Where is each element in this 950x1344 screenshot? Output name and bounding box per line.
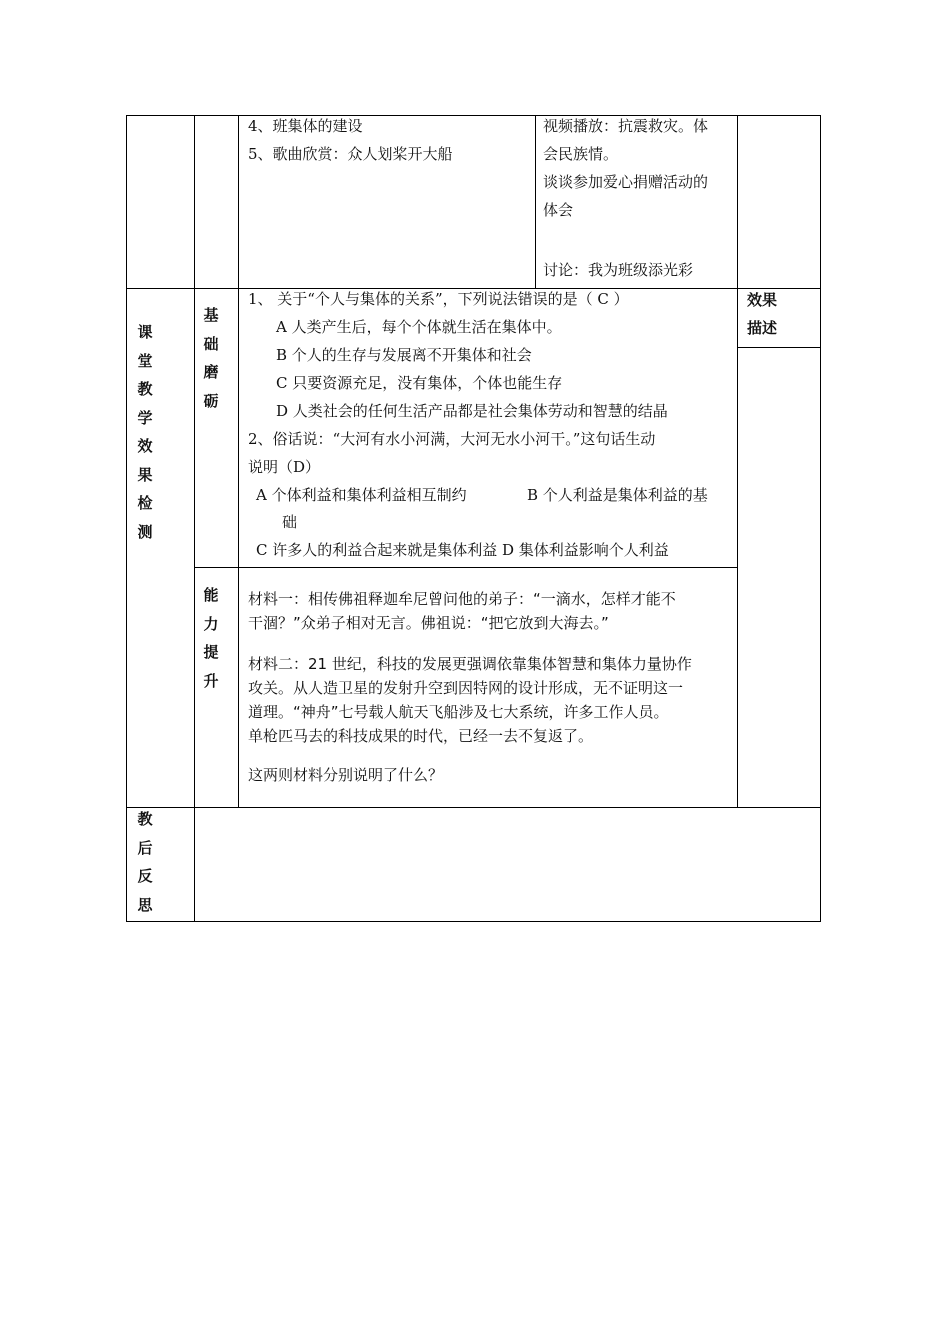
material-1-line: 干涸？”众弟子相对无言。佛祖说：“把它放到大海去。” [248, 614, 609, 632]
effect-label-line: 效果 [747, 291, 778, 309]
basic-label [196, 301, 226, 415]
method-line: 体会 [543, 201, 574, 219]
q1-option: D 人类社会的任何生活产品都是社会集体劳动和智慧的结晶 [276, 402, 668, 420]
grid-line [126, 115, 821, 116]
grid-line [126, 115, 127, 922]
label-char: 升 [203, 671, 219, 690]
q2-option-a: A 个体利益和集体利益相互制约 [256, 486, 467, 504]
label-char: 础 [203, 334, 219, 353]
label-char: 学 [137, 408, 153, 427]
q1-option: A 人类产生后，每个个体就生活在集体中。 [276, 318, 562, 336]
grid-line [194, 567, 738, 568]
material-1-line: 材料一：相传佛祖释迦牟尼曾问他的弟子：“一滴水，怎样才能不 [248, 590, 676, 608]
grid-line [238, 115, 239, 808]
label-char: 反 [137, 867, 153, 885]
question-1: 1、 关于“个人与集体的关系”，下列说法错误的是（ C ） [248, 290, 629, 308]
reflection-label [130, 805, 160, 919]
label-char: 课 [137, 323, 153, 341]
section-label [130, 318, 160, 546]
label-char: 果 [137, 465, 153, 484]
label-char: 能 [203, 586, 219, 604]
ability-question: 这两则材料分别说明了什么？ [248, 766, 444, 784]
label-char: 教 [137, 380, 153, 398]
grid-line [126, 807, 821, 808]
q1-option: C 只要资源充足，没有集体，个体也能生存 [276, 374, 563, 392]
q2-option-b: B 个人利益是集体利益的基 [527, 486, 708, 504]
method-line: 谈谈参加爱心捐赠活动的 [543, 173, 709, 191]
method-line: 讨论：我为班级添光彩 [543, 261, 694, 279]
question-2-cont: 说明（D） [248, 458, 321, 476]
method-line: 会民族情。 [543, 145, 619, 163]
label-char: 效 [137, 437, 153, 455]
activity-item: 4、班集体的建设 [248, 117, 363, 135]
material-2-line: 攻关。从人造卫星的发射升空到因特网的设计形成，无不证明这一 [248, 679, 684, 697]
label-char: 基 [203, 306, 219, 324]
label-char: 教 [137, 810, 153, 828]
method-line: 视频播放：抗震救灾。体 [543, 117, 709, 135]
label-char: 砺 [203, 391, 219, 410]
question-2: 2、俗话说：“大河有水小河满，大河无水小河干。”这句话生动 [248, 430, 656, 448]
label-char: 力 [203, 614, 219, 633]
q2-options-cd: C 许多人的利益合起来就是集体利益 D 集体利益影响个人利益 [256, 541, 669, 559]
label-char: 检 [137, 494, 153, 512]
grid-line [126, 921, 821, 922]
label-char: 思 [137, 895, 153, 914]
material-2-line: 道理。“神舟”七号载人航天飞船涉及七大系统，许多工作人员。 [248, 703, 669, 721]
effect-label-line: 描述 [747, 319, 778, 337]
activity-item: 5、歌曲欣赏：众人划桨开大船 [248, 145, 453, 163]
material-2-line: 材料二：21 世纪，科技的发展更强调依靠集体智慧和集体力量协作 [248, 655, 692, 673]
grid-line [737, 347, 821, 348]
label-char: 后 [137, 838, 153, 857]
q2-option-b-cont: 础 [282, 513, 298, 531]
ability-label [196, 581, 226, 695]
label-char: 测 [137, 522, 153, 541]
grid-line [737, 115, 738, 808]
q1-option: B 个人的生存与发展离不开集体和社会 [276, 346, 532, 364]
grid-line [535, 115, 536, 289]
grid-line [194, 115, 195, 922]
material-2-line: 单枪匹马去的科技成果的时代，已经一去不复返了。 [248, 727, 594, 745]
label-char: 提 [203, 643, 219, 661]
label-char: 磨 [203, 363, 219, 381]
grid-line [820, 115, 821, 922]
label-char: 堂 [137, 351, 153, 370]
